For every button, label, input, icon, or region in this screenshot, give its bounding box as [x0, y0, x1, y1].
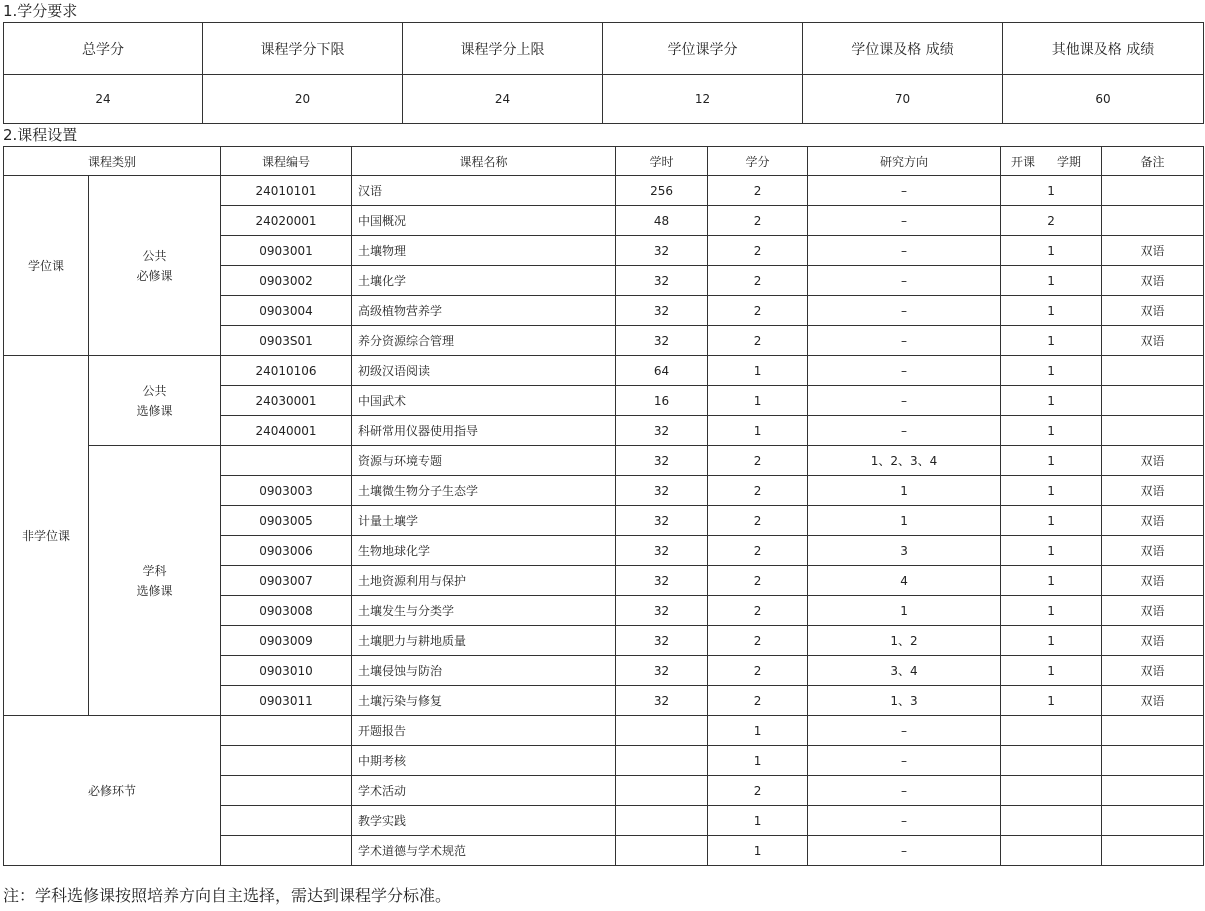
- table-row: [4, 716, 1204, 746]
- group-degree-courses: [4, 176, 89, 356]
- course-credit: 2: [708, 776, 808, 806]
- course-hours: 256: [616, 176, 708, 206]
- course-remark: [1102, 776, 1204, 806]
- course-credit: 2: [708, 476, 808, 506]
- course-remark: [1102, 176, 1204, 206]
- course-remark: [1102, 836, 1204, 866]
- course-name: 中期考核: [352, 746, 616, 776]
- course-hours: 32: [616, 326, 708, 356]
- header-code: 课程编号: [221, 147, 352, 176]
- section-title-credit-requirements: 1.学分要求: [3, 2, 78, 20]
- course-credit: 2: [708, 686, 808, 716]
- course-semester: 1: [1001, 536, 1102, 566]
- course-code: 0903003: [221, 476, 352, 506]
- course-semester: [1001, 746, 1102, 776]
- course-name: 生物地球化学: [352, 536, 616, 566]
- course-direction: 1、3: [808, 686, 1001, 716]
- course-code: [221, 776, 352, 806]
- course-remark: 双语: [1102, 506, 1204, 536]
- header-credit: 学分: [708, 147, 808, 176]
- course-hours: 32: [616, 566, 708, 596]
- header-semester-a: 开课: [1011, 154, 1036, 169]
- course-code: 0903001: [221, 236, 352, 266]
- course-direction: 4: [808, 566, 1001, 596]
- section-title-course-setup: 2.课程设置: [3, 126, 78, 144]
- course-remark: 双语: [1102, 236, 1204, 266]
- group-required-links-label: 必修环节: [88, 784, 137, 798]
- course-direction: –: [808, 836, 1001, 866]
- course-semester: 1: [1001, 176, 1102, 206]
- header-name: 课程名称: [352, 147, 616, 176]
- value-course-credit-min: 20: [203, 75, 403, 124]
- group-public-required-label: 必修课: [136, 268, 173, 283]
- course-hours: 48: [616, 206, 708, 236]
- course-hours: 32: [616, 506, 708, 536]
- course-credit: 1: [708, 806, 808, 836]
- course-hours: [616, 716, 708, 746]
- course-direction: –: [808, 206, 1001, 236]
- course-direction: 3: [808, 536, 1001, 566]
- header-course-credit-min: 课程学分下限: [203, 23, 403, 75]
- group-public-elective-label: 公共: [142, 383, 167, 398]
- course-hours: 32: [616, 296, 708, 326]
- course-semester: [1001, 776, 1102, 806]
- group-subject-elective-label: 选修课: [136, 583, 173, 598]
- course-credit: 2: [708, 566, 808, 596]
- course-credit: 2: [708, 206, 808, 236]
- course-name: 学术道德与学术规范: [352, 836, 616, 866]
- group-non-degree-courses-label: 非学位课: [21, 529, 70, 543]
- course-semester: 1: [1001, 416, 1102, 446]
- course-remark: [1102, 716, 1204, 746]
- course-name: 开题报告: [352, 716, 616, 746]
- course-code: 0903011: [221, 686, 352, 716]
- value-total-credits: 24: [4, 75, 203, 124]
- course-hours: 16: [616, 386, 708, 416]
- header-direction: 研究方向: [808, 147, 1001, 176]
- course-direction: –: [808, 266, 1001, 296]
- course-name: 土壤化学: [352, 266, 616, 296]
- course-code: [221, 746, 352, 776]
- credit-requirements-table: [3, 22, 1204, 124]
- course-code: 0903004: [221, 296, 352, 326]
- course-hours: 32: [616, 536, 708, 566]
- course-code: 24010101: [221, 176, 352, 206]
- course-header-row: [4, 147, 1204, 176]
- course-semester: 1: [1001, 566, 1102, 596]
- header-course-credit-max: 课程学分上限: [403, 23, 603, 75]
- course-remark: 双语: [1102, 566, 1204, 596]
- course-code: 24030001: [221, 386, 352, 416]
- course-remark: 双语: [1102, 686, 1204, 716]
- course-direction: –: [808, 176, 1001, 206]
- course-semester: 1: [1001, 296, 1102, 326]
- credit-header-row: [4, 23, 1204, 75]
- footnote: 注：学科选修课按照培养方向自主选择，需达到课程学分标准。: [3, 886, 452, 905]
- course-code: 24020001: [221, 206, 352, 236]
- course-semester: [1001, 836, 1102, 866]
- course-semester: 1: [1001, 326, 1102, 356]
- course-hours: 32: [616, 236, 708, 266]
- value-other-pass-score: 60: [1003, 75, 1204, 124]
- course-name: 土壤肥力与耕地质量: [352, 626, 616, 656]
- course-credit: 2: [708, 626, 808, 656]
- course-code: [221, 446, 352, 476]
- course-remark: [1102, 806, 1204, 836]
- course-name: 土壤侵蚀与防治: [352, 656, 616, 686]
- course-credit: 1: [708, 416, 808, 446]
- course-code: 0903009: [221, 626, 352, 656]
- course-semester: 1: [1001, 476, 1102, 506]
- course-credit: 2: [708, 176, 808, 206]
- header-category: 课程类别: [4, 147, 221, 176]
- header-total-credits: 总学分: [4, 23, 203, 75]
- course-credit: 2: [708, 446, 808, 476]
- table-row: [4, 176, 1204, 206]
- course-hours: [616, 746, 708, 776]
- course-hours: [616, 836, 708, 866]
- course-code: 0903006: [221, 536, 352, 566]
- header-semester-b: 学期: [1057, 154, 1082, 169]
- group-public-elective: [89, 356, 221, 446]
- course-remark: 双语: [1102, 626, 1204, 656]
- course-name: 汉语: [352, 176, 616, 206]
- course-code: [221, 806, 352, 836]
- course-name: 中国武术: [352, 386, 616, 416]
- group-public-elective-label: 选修课: [136, 403, 173, 418]
- course-credit: 2: [708, 656, 808, 686]
- course-hours: 32: [616, 656, 708, 686]
- course-code: [221, 836, 352, 866]
- course-remark: 双语: [1102, 536, 1204, 566]
- group-degree-courses-label: 学位课: [27, 259, 64, 273]
- course-remark: 双语: [1102, 266, 1204, 296]
- course-credit: 2: [708, 536, 808, 566]
- header-remark: 备注: [1102, 147, 1204, 176]
- course-remark: [1102, 386, 1204, 416]
- course-semester: 1: [1001, 656, 1102, 686]
- course-credit: 2: [708, 506, 808, 536]
- group-public-required: [89, 176, 221, 356]
- value-degree-pass-score: 70: [803, 75, 1003, 124]
- course-remark: 双语: [1102, 656, 1204, 686]
- course-name: 学术活动: [352, 776, 616, 806]
- course-credit: 1: [708, 836, 808, 866]
- course-hours: 32: [616, 686, 708, 716]
- course-direction: –: [808, 296, 1001, 326]
- course-code: 24040001: [221, 416, 352, 446]
- course-credit: 1: [708, 716, 808, 746]
- course-code: 0903008: [221, 596, 352, 626]
- course-semester: 1: [1001, 266, 1102, 296]
- group-subject-elective: [89, 446, 221, 716]
- course-name: 土壤物理: [352, 236, 616, 266]
- course-name: 土壤发生与分类学: [352, 596, 616, 626]
- course-direction: 1: [808, 596, 1001, 626]
- course-name: 土壤微生物分子生态学: [352, 476, 616, 506]
- course-code: [221, 716, 352, 746]
- course-direction: 1、2、3、4: [808, 446, 1001, 476]
- course-name: 资源与环境专题: [352, 446, 616, 476]
- course-name: 土地资源利用与保护: [352, 566, 616, 596]
- course-semester: [1001, 806, 1102, 836]
- course-hours: 32: [616, 446, 708, 476]
- course-remark: 双语: [1102, 326, 1204, 356]
- course-code: 24010106: [221, 356, 352, 386]
- course-direction: –: [808, 326, 1001, 356]
- course-credit: 2: [708, 596, 808, 626]
- header-semester: [1001, 147, 1102, 176]
- course-name: 计量土壤学: [352, 506, 616, 536]
- table-row: [4, 356, 1204, 386]
- course-name: 中国概况: [352, 206, 616, 236]
- header-hours: 学时: [616, 147, 708, 176]
- course-code: 0903005: [221, 506, 352, 536]
- course-semester: 1: [1001, 236, 1102, 266]
- course-remark: 双语: [1102, 476, 1204, 506]
- course-name: 教学实践: [352, 806, 616, 836]
- course-semester: 1: [1001, 356, 1102, 386]
- course-hours: 64: [616, 356, 708, 386]
- course-direction: –: [808, 416, 1001, 446]
- course-code: 0903002: [221, 266, 352, 296]
- course-semester: 2: [1001, 206, 1102, 236]
- course-direction: 1: [808, 506, 1001, 536]
- course-semester: 1: [1001, 506, 1102, 536]
- course-credit: 1: [708, 386, 808, 416]
- course-direction: 1、2: [808, 626, 1001, 656]
- course-direction: –: [808, 716, 1001, 746]
- course-name: 科研常用仪器使用指导: [352, 416, 616, 446]
- course-direction: 3、4: [808, 656, 1001, 686]
- course-remark: [1102, 746, 1204, 776]
- course-name: 养分资源综合管理: [352, 326, 616, 356]
- course-direction: –: [808, 806, 1001, 836]
- course-hours: 32: [616, 626, 708, 656]
- course-hours: [616, 776, 708, 806]
- header-degree-course-credits: 学位课学分: [603, 23, 803, 75]
- course-direction: –: [808, 356, 1001, 386]
- course-semester: 1: [1001, 386, 1102, 416]
- course-semester: 1: [1001, 446, 1102, 476]
- group-subject-elective-label: 学科: [142, 563, 167, 578]
- course-name: 初级汉语阅读: [352, 356, 616, 386]
- course-remark: [1102, 356, 1204, 386]
- course-credit: 1: [708, 356, 808, 386]
- course-remark: 双语: [1102, 596, 1204, 626]
- course-direction: –: [808, 776, 1001, 806]
- course-hours: 32: [616, 416, 708, 446]
- credit-value-row: [4, 75, 1204, 124]
- course-direction: –: [808, 746, 1001, 776]
- group-non-degree-courses: [4, 356, 89, 716]
- value-degree-course-credits: 12: [603, 75, 803, 124]
- course-hours: [616, 806, 708, 836]
- course-credit: 2: [708, 326, 808, 356]
- course-semester: [1001, 716, 1102, 746]
- course-code: 0903007: [221, 566, 352, 596]
- value-course-credit-max: 24: [403, 75, 603, 124]
- course-credit: 2: [708, 236, 808, 266]
- group-required-links: [4, 716, 221, 866]
- course-direction: –: [808, 236, 1001, 266]
- course-remark: [1102, 206, 1204, 236]
- course-name: 高级植物营养学: [352, 296, 616, 326]
- group-public-required-label: 公共: [142, 248, 167, 263]
- course-semester: 1: [1001, 686, 1102, 716]
- course-hours: 32: [616, 476, 708, 506]
- table-row: [4, 446, 1204, 476]
- course-semester: 1: [1001, 626, 1102, 656]
- course-credit: 2: [708, 296, 808, 326]
- course-hours: 32: [616, 596, 708, 626]
- header-other-pass-score: 其他课及格 成绩: [1003, 23, 1204, 75]
- course-remark: 双语: [1102, 446, 1204, 476]
- header-degree-pass-score: 学位课及格 成绩: [803, 23, 1003, 75]
- course-remark: 双语: [1102, 296, 1204, 326]
- course-direction: –: [808, 386, 1001, 416]
- course-code: 0903S01: [221, 326, 352, 356]
- course-semester: 1: [1001, 596, 1102, 626]
- course-credit: 2: [708, 266, 808, 296]
- course-direction: 1: [808, 476, 1001, 506]
- course-setup-table: [3, 146, 1204, 866]
- course-code: 0903010: [221, 656, 352, 686]
- course-hours: 32: [616, 266, 708, 296]
- course-credit: 1: [708, 746, 808, 776]
- course-remark: [1102, 416, 1204, 446]
- course-name: 土壤污染与修复: [352, 686, 616, 716]
